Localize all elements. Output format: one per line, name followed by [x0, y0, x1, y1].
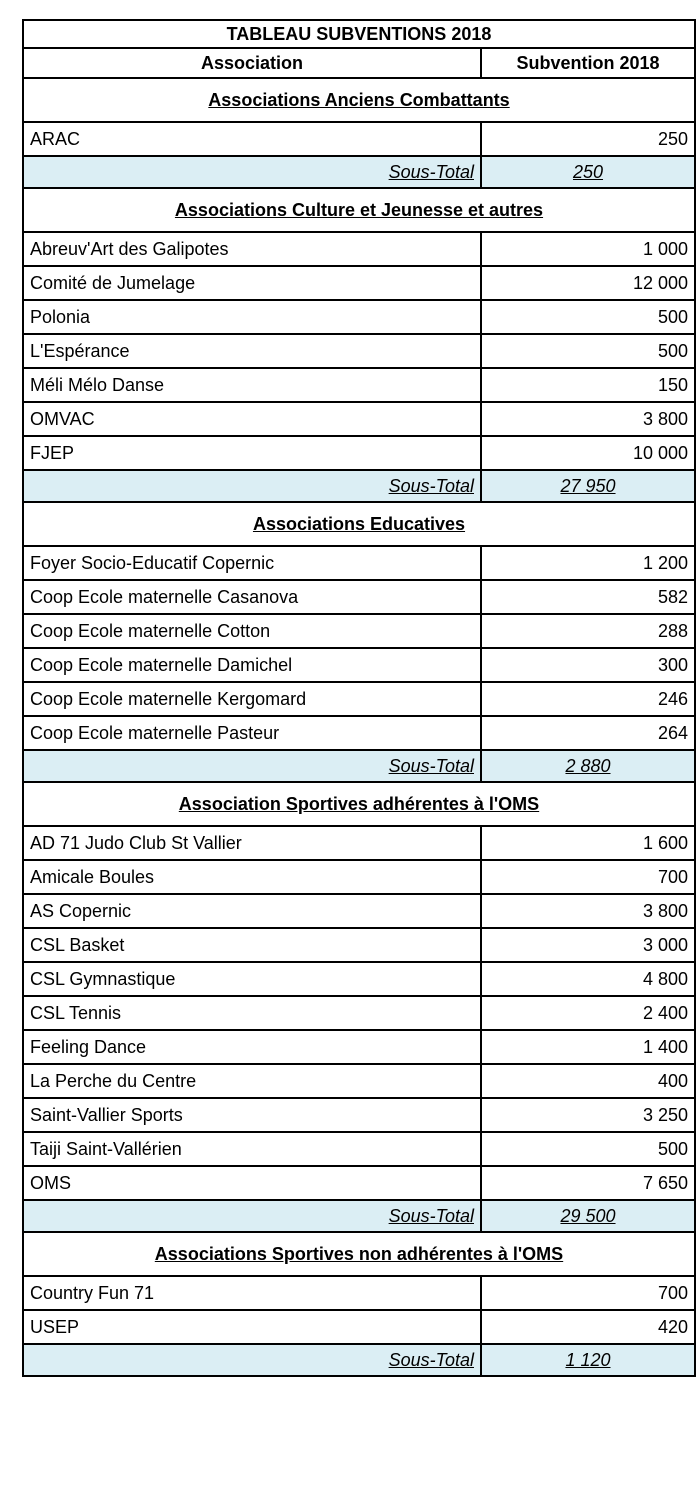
association-name: Coop Ecole maternelle Casanova — [23, 580, 481, 614]
subvention-amount: 500 — [481, 334, 695, 368]
subvention-amount: 4 800 — [481, 962, 695, 996]
table-row — [23, 1310, 695, 1344]
subvention-amount: 288 — [481, 614, 695, 648]
section-header-row — [23, 78, 695, 122]
association-name: Coop Ecole maternelle Kergomard — [23, 682, 481, 716]
subvention-amount: 582 — [481, 580, 695, 614]
association-name: AS Copernic — [23, 894, 481, 928]
association-name: Foyer Socio-Educatif Copernic — [23, 546, 481, 580]
association-name: OMS — [23, 1166, 481, 1200]
association-name: Saint-Vallier Sports — [23, 1098, 481, 1132]
subvention-amount: 1 400 — [481, 1030, 695, 1064]
table-row — [23, 648, 695, 682]
subvention-amount: 150 — [481, 368, 695, 402]
subtotal-row — [23, 1200, 695, 1232]
table-row — [23, 682, 695, 716]
table-row — [23, 1030, 695, 1064]
subvention-amount: 300 — [481, 648, 695, 682]
subtotal-value: 1 120 — [481, 1344, 695, 1376]
subtotal-label: Sous-Total — [23, 1344, 481, 1376]
association-name: Country Fun 71 — [23, 1276, 481, 1310]
table-row — [23, 860, 695, 894]
subvention-amount: 1 000 — [481, 232, 695, 266]
section-header-row — [23, 782, 695, 826]
section-header-row — [23, 502, 695, 546]
table-row — [23, 122, 695, 156]
table-row — [23, 826, 695, 860]
subvention-amount: 700 — [481, 1276, 695, 1310]
table-row — [23, 232, 695, 266]
column-header-association: Association — [23, 48, 481, 78]
subsidies-table-body — [23, 20, 695, 1376]
subtotal-value: 27 950 — [481, 470, 695, 502]
association-name: Coop Ecole maternelle Cotton — [23, 614, 481, 648]
association-name: L'Espérance — [23, 334, 481, 368]
association-name: Méli Mélo Danse — [23, 368, 481, 402]
column-header-row — [23, 48, 695, 78]
subtotal-row — [23, 1344, 695, 1376]
table-title: TABLEAU SUBVENTIONS 2018 — [23, 20, 695, 48]
subvention-amount: 3 800 — [481, 894, 695, 928]
subvention-amount: 3 250 — [481, 1098, 695, 1132]
subvention-amount: 1 600 — [481, 826, 695, 860]
section-title: Associations Educatives — [23, 502, 695, 546]
subvention-amount: 500 — [481, 300, 695, 334]
table-row — [23, 266, 695, 300]
association-name: Abreuv'Art des Galipotes — [23, 232, 481, 266]
association-name: Coop Ecole maternelle Damichel — [23, 648, 481, 682]
table-row — [23, 996, 695, 1030]
subvention-amount: 12 000 — [481, 266, 695, 300]
section-title: Associations Culture et Jeunesse et autres — [23, 188, 695, 232]
table-row — [23, 546, 695, 580]
section-header-row — [23, 1232, 695, 1276]
association-name: Feeling Dance — [23, 1030, 481, 1064]
subvention-amount: 2 400 — [481, 996, 695, 1030]
table-title-row — [23, 20, 695, 48]
subvention-amount: 3 000 — [481, 928, 695, 962]
section-title: Associations Sportives non adhérentes à l'OMS — [23, 1232, 695, 1276]
table-row — [23, 928, 695, 962]
association-name: USEP — [23, 1310, 481, 1344]
subtotal-label: Sous-Total — [23, 470, 481, 502]
subvention-amount: 246 — [481, 682, 695, 716]
subvention-amount: 700 — [481, 860, 695, 894]
association-name: ARAC — [23, 122, 481, 156]
subtotal-value: 29 500 — [481, 1200, 695, 1232]
table-row — [23, 334, 695, 368]
table-row — [23, 1166, 695, 1200]
association-name: Polonia — [23, 300, 481, 334]
table-row — [23, 1132, 695, 1166]
subtotal-label: Sous-Total — [23, 1200, 481, 1232]
association-name: Comité de Jumelage — [23, 266, 481, 300]
subvention-amount: 10 000 — [481, 436, 695, 470]
subtotal-row — [23, 156, 695, 188]
association-name: Amicale Boules — [23, 860, 481, 894]
association-name: CSL Tennis — [23, 996, 481, 1030]
subvention-amount: 3 800 — [481, 402, 695, 436]
table-row — [23, 368, 695, 402]
association-name: Taiji Saint-Vallérien — [23, 1132, 481, 1166]
association-name: AD 71 Judo Club St Vallier — [23, 826, 481, 860]
subvention-amount: 400 — [481, 1064, 695, 1098]
association-name: La Perche du Centre — [23, 1064, 481, 1098]
table-row — [23, 716, 695, 750]
subvention-amount: 420 — [481, 1310, 695, 1344]
section-title: Association Sportives adhérentes à l'OMS — [23, 782, 695, 826]
subtotal-row — [23, 470, 695, 502]
association-name: CSL Gymnastique — [23, 962, 481, 996]
subtotal-value: 250 — [481, 156, 695, 188]
subtotal-row — [23, 750, 695, 782]
subvention-amount: 500 — [481, 1132, 695, 1166]
table-row — [23, 300, 695, 334]
table-row — [23, 402, 695, 436]
table-row — [23, 1276, 695, 1310]
subtotal-label: Sous-Total — [23, 750, 481, 782]
table-row — [23, 614, 695, 648]
table-row — [23, 962, 695, 996]
association-name: Coop Ecole maternelle Pasteur — [23, 716, 481, 750]
subsidies-table — [22, 19, 696, 1377]
subvention-amount: 264 — [481, 716, 695, 750]
table-row — [23, 1064, 695, 1098]
section-title: Associations Anciens Combattants — [23, 78, 695, 122]
subvention-amount: 250 — [481, 122, 695, 156]
table-row — [23, 436, 695, 470]
association-name: OMVAC — [23, 402, 481, 436]
subvention-amount: 1 200 — [481, 546, 695, 580]
column-header-subvention: Subvention 2018 — [481, 48, 695, 78]
section-header-row — [23, 188, 695, 232]
subvention-amount: 7 650 — [481, 1166, 695, 1200]
association-name: FJEP — [23, 436, 481, 470]
table-row — [23, 894, 695, 928]
table-row — [23, 580, 695, 614]
subtotal-label: Sous-Total — [23, 156, 481, 188]
association-name: CSL Basket — [23, 928, 481, 962]
subtotal-value: 2 880 — [481, 750, 695, 782]
table-row — [23, 1098, 695, 1132]
